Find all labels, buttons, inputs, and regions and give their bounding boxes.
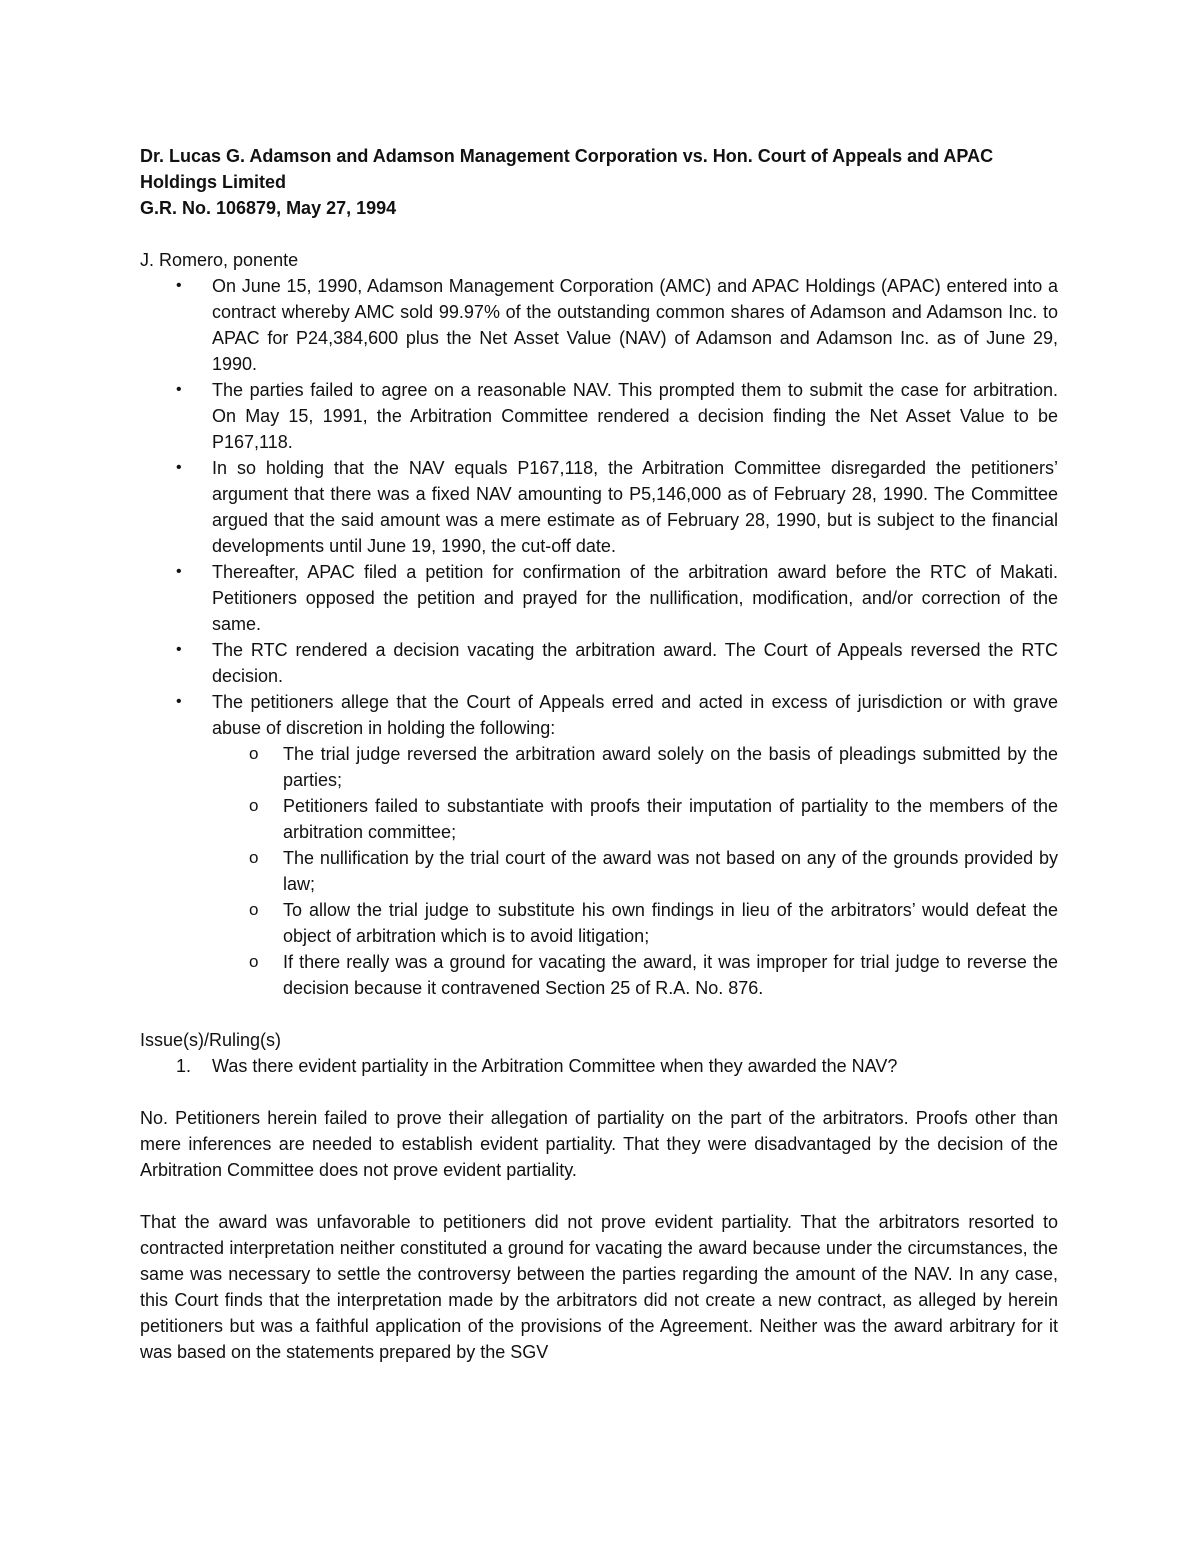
fact-text: In so holding that the NAV equals P167,118, the Arbitration Committee disregarded the petitioners’ argument that there was a fixed NAV amounting to P5,146,000 as of February 28, 1990. The Committee argued that the said amount was a mere estimate as of February 28, 1990, but is subject to the financial developments until June 19, 1990, the cut-off date.	[212, 458, 1058, 556]
allegation-item	[140, 949, 1058, 1001]
allegation-text: To allow the trial judge to substitute his own findings in lieu of the arbitrators’ would defeat the object of arbitration which is to avoid litigation;	[283, 900, 1058, 946]
bullet-icon: •	[176, 563, 182, 580]
fact-text: Thereafter, APAC filed a petition for confirmation of the arbitration award before the RTC of Makati. Petitioners opposed the petition and prayed for the nullification, modification, and/or correction of the same.	[212, 562, 1058, 634]
issue-number: 1.	[176, 1056, 192, 1076]
bullet-icon: •	[176, 641, 182, 658]
issues-list	[140, 1053, 1058, 1079]
allegation-text: If there really was a ground for vacating the award, it was improper for trial judge to reverse the decision because it contravened Section 25 of R.A. No. 876.	[283, 952, 1058, 998]
ruling-paragraph: That the award was unfavorable to petitioners did not prove evident partiality. That the arbitrators resorted to contracted interpretation neither constituted a ground for vacating the award because under the circumstances, the same was necessary to settle the controversy between the parties regarding the amount of the NAV. In any case, this Court finds that the interpretation made by the arbitrators did not create a new contract, as alleged by herein petitioners but was a faithful application of the provisions of the Agreement. Neither was the award arbitrary for it was based on the statements prepared by the SGV	[140, 1212, 1058, 1362]
sub-bullet-icon: o	[249, 952, 259, 971]
bullet-icon: •	[176, 277, 182, 294]
bullet-icon: •	[176, 459, 182, 476]
case-title-block	[140, 143, 1058, 221]
case-title-line-2: Holdings Limited	[140, 172, 286, 192]
fact-item	[140, 273, 1058, 377]
allegation-text: The nullification by the trial court of the award was not based on any of the grounds provided by law;	[283, 848, 1058, 894]
facts-list	[140, 273, 1058, 1001]
case-title-line-1: Dr. Lucas G. Adamson and Adamson Management Corporation vs. Hon. Court of Appeals and APAC	[140, 146, 994, 166]
sub-bullet-icon: o	[249, 848, 259, 867]
allegation-item	[140, 897, 1058, 949]
fact-text: The RTC rendered a decision vacating the arbitration award. The Court of Appeals reversed the RTC decision.	[212, 640, 1058, 686]
ruling-paragraph: No. Petitioners herein failed to prove their allegation of partiality on the part of the arbitrators. Proofs other than mere inferences are needed to establish evident partiality. That they were disadvantaged by the decision of the Arbitration Committee does not prove evident partiality.	[140, 1108, 1058, 1180]
allegation-text: The trial judge reversed the arbitration award solely on the basis of pleadings submitted by the parties;	[283, 744, 1058, 790]
bullet-icon: •	[176, 693, 182, 710]
sub-bullet-icon: o	[249, 744, 259, 763]
issue-text: Was there evident partiality in the Arbitration Committee when they awarded the NAV?	[212, 1056, 898, 1076]
fact-item	[140, 377, 1058, 455]
fact-item	[140, 559, 1058, 637]
allegation-item	[140, 845, 1058, 897]
sub-bullet-icon: o	[249, 796, 259, 815]
ponente-line: J. Romero, ponente	[140, 250, 299, 270]
fact-item	[140, 455, 1058, 559]
fact-text: The parties failed to agree on a reasonable NAV. This prompted them to submit the case for arbitration. On May 15, 1991, the Arbitration Committee rendered a decision finding the Net Asset Value to be P167,118.	[212, 380, 1058, 452]
issue-item	[140, 1053, 1058, 1079]
fact-text: On June 15, 1990, Adamson Management Corporation (AMC) and APAC Holdings (APAC) entered into a contract whereby AMC sold 99.97% of the outstanding common shares of Adamson and Adamson Inc. to APAC for P24,384,600 plus the Net Asset Value (NAV) of Adamson and Adamson Inc. as of June 29, 1990.	[212, 276, 1058, 374]
issues-heading: Issue(s)/Ruling(s)	[140, 1030, 282, 1050]
sub-bullet-icon: o	[249, 900, 259, 919]
allegation-item	[140, 741, 1058, 793]
fact-text: The petitioners allege that the Court of Appeals erred and acted in excess of jurisdiction or with grave abuse of discretion in holding the following:	[212, 692, 1058, 738]
case-number: G.R. No. 106879, May 27, 1994	[140, 198, 397, 218]
bullet-icon: •	[176, 381, 182, 398]
allegations-sublist	[212, 741, 1058, 1001]
allegation-text: Petitioners failed to substantiate with proofs their imputation of partiality to the members of the arbitration committee;	[283, 796, 1058, 842]
document-page	[140, 143, 1058, 1365]
fact-item	[140, 637, 1058, 689]
fact-item	[140, 689, 1058, 1001]
allegation-item	[140, 793, 1058, 845]
